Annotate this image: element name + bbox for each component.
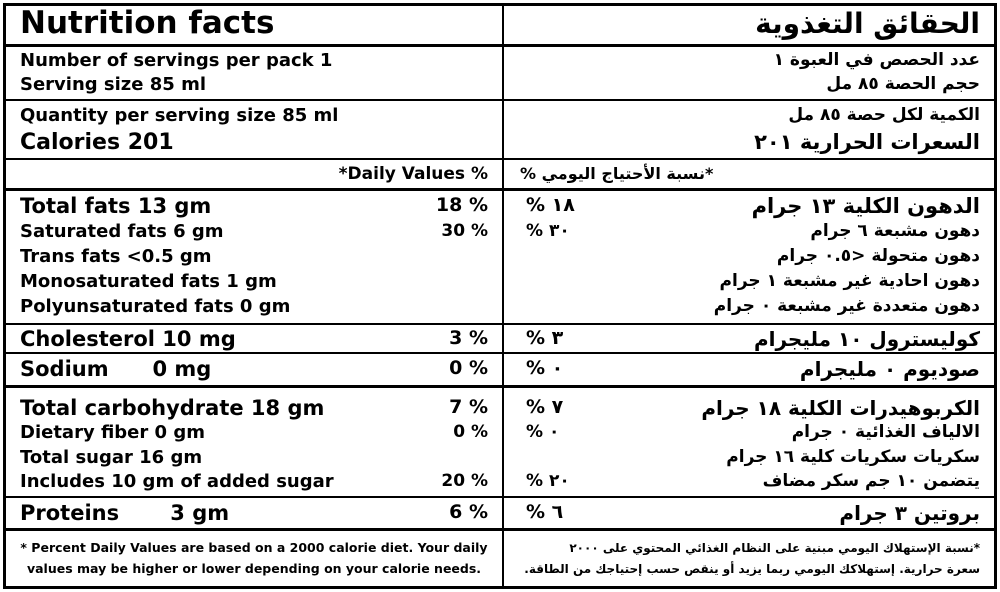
proteins-pct: 6 %	[449, 501, 488, 523]
saturated-fats: Saturated fats 6 gm	[20, 221, 224, 242]
divider	[6, 99, 994, 101]
title-english: Nutrition facts	[20, 5, 275, 41]
added-sugar-pct-ar: % ٢٠	[526, 471, 570, 491]
divider	[6, 323, 994, 325]
proteins-pct-ar: % ٦	[526, 501, 564, 523]
column-divider	[502, 6, 504, 586]
dietary-fiber-ar: الالياف الغذائية ٠ جرام	[791, 422, 980, 442]
dietary-fiber-pct-ar: % ٠	[526, 422, 560, 442]
polyunsaturated-fats-ar: دهون متعددة غير مشبعة ٠ جرام	[713, 296, 980, 316]
daily-values-header: *Daily Values %	[338, 164, 488, 184]
proteins: Proteins 3 gm	[20, 501, 230, 525]
sodium-pct-ar: % ٠	[526, 357, 564, 379]
total-fats: Total fats 13 gm	[20, 194, 212, 218]
servings-per-pack-ar: عدد الحصص في العبوة ١	[773, 50, 980, 70]
footnote-line-2: values may be higher or lower depending on your calorie needs.	[26, 561, 482, 576]
divider	[6, 528, 994, 531]
trans-fats-ar: دهون متحولة <٠.٥ جرام	[776, 246, 980, 266]
nutrition-label	[3, 3, 997, 589]
dietary-fiber: Dietary fiber 0 gm	[20, 422, 205, 443]
saturated-fats-ar: دهون مشبعة ٦ جرام	[810, 221, 980, 241]
sodium-ar: صوديوم ٠ مليجرام	[799, 357, 980, 381]
monosaturated-fats-ar: دهون احادية غير مشبعة ١ جرام	[719, 271, 980, 291]
total-carbohydrate: Total carbohydrate 18 gm	[20, 396, 325, 420]
quantity-per-serving-ar: الكمية لكل حصة ٨٥ مل	[788, 105, 980, 125]
divider	[6, 496, 994, 498]
divider	[6, 158, 994, 160]
daily-values-header-ar: *نسبة الأحتياج اليومي %	[520, 164, 714, 183]
saturated-fats-pct-ar: % ٣٠	[526, 221, 570, 241]
proteins-ar: بروتين ٣ جرام	[839, 501, 980, 525]
serving-size-ar: حجم الحصة ٨٥ مل	[826, 74, 980, 94]
total-carbohydrate-ar: الكربوهيدرات الكلية ١٨ جرام	[701, 396, 980, 420]
cholesterol: Cholesterol 10 mg	[20, 327, 236, 351]
title-arabic: الحقائق التغذوية	[755, 7, 980, 40]
added-sugar-ar: يتضمن ١٠ جم سكر مضاف	[762, 471, 980, 491]
total-carbohydrate-pct: 7 %	[449, 396, 488, 418]
divider	[6, 352, 994, 354]
added-sugar-pct: 20 %	[441, 471, 488, 491]
total-fats-ar: الدهون الكلية ١٣ جرام	[751, 194, 980, 218]
divider	[6, 44, 994, 47]
footnote-line-1: * Percent Daily Values are based on a 2000 calorie diet. Your daily	[20, 540, 488, 555]
total-carbohydrate-pct-ar: % ٧	[526, 396, 564, 418]
serving-size: Serving size 85 ml	[20, 74, 206, 95]
cholesterol-ar: كوليسترول ١٠ مليجرام	[753, 327, 980, 351]
cholesterol-pct-ar: % ٣	[526, 327, 564, 349]
calories: Calories 201	[20, 130, 174, 155]
cholesterol-pct: 3 %	[449, 327, 488, 349]
total-fats-pct: 18 %	[435, 194, 488, 216]
footnote-ar-line-1: *نسبة الإستهلاك اليومي مبنية على النظام الغذائي المحتوي على ٢٠٠٠	[569, 541, 980, 555]
divider	[6, 385, 994, 388]
divider	[6, 188, 994, 191]
total-sugar-ar: سكريات سكريات كلية ١٦ جرام	[726, 447, 980, 467]
total-fats-pct-ar: % ١٨	[526, 194, 575, 216]
footnote-ar-line-2: سعرة حرارية. إستهلاكك اليومي ربما يزيد أو ينقص حسب إحتياجك من الطاقة.	[524, 562, 980, 576]
servings-per-pack: Number of servings per pack 1	[20, 50, 333, 71]
total-sugar: Total sugar 16 gm	[20, 447, 203, 468]
sodium: Sodium 0 mg	[20, 357, 212, 381]
polyunsaturated-fats: Polyunsaturated fats 0 gm	[20, 296, 291, 317]
monosaturated-fats: Monosaturated fats 1 gm	[20, 271, 277, 292]
calories-ar: السعرات الحرارية ٢٠١	[754, 130, 980, 154]
trans-fats: Trans fats <0.5 gm	[20, 246, 212, 267]
saturated-fats-pct: 30 %	[441, 221, 488, 241]
added-sugar: Includes 10 gm of added sugar	[20, 471, 334, 492]
dietary-fiber-pct: 0 %	[453, 422, 488, 442]
sodium-pct: 0 %	[449, 357, 488, 379]
quantity-per-serving: Quantity per serving size 85 ml	[20, 105, 339, 126]
